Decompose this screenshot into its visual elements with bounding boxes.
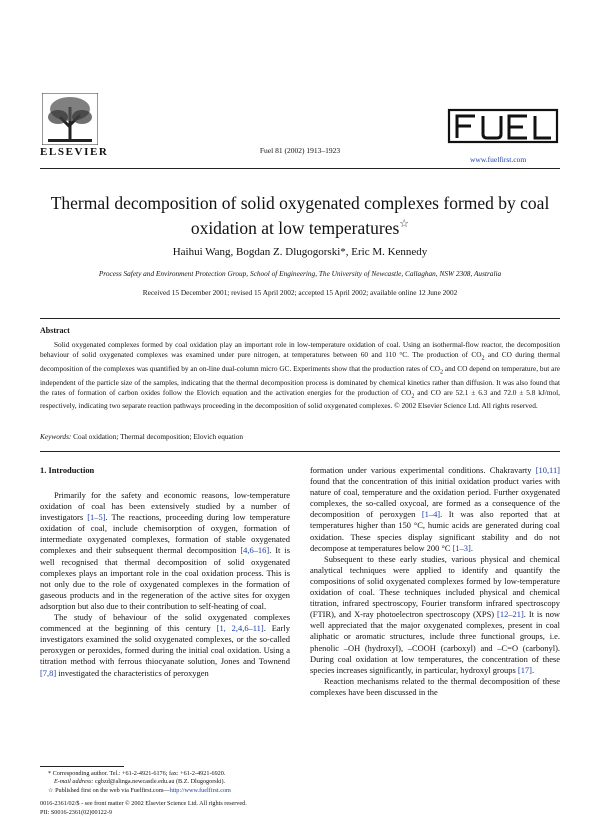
abstract-text: Solid oxygenated complexes formed by coal oxidation play an important role in low-temperature oxidation of coal. Using an isothermal-flow reactor, the decomposition behaviour of solid oxygenated complexes was examined under pure nitrogen, at temperatures between 60 and 110 °C. The production of $CO_2$ and CO during thermal decomposition of the complexes was quantified by an on-line dual-column micro GC. Experiments show that the production rates of $CO_2$ and CO depend on temperature, but are independent of the particle size of the samples, indicating that the thermal decomposition process is dominated by chemical kinetics rather than diffusion. It was also found that the rates of formation of carbon oxides follow the Elovich equation and the activation energies for the production of $CO_2$ and CO are 52.1 ± 6.3 and 72.0 ± 5.8 kJ/mol, respectively, indicating two separate reaction pathways proceeding in the decomposition of solid oxygenated complexes. © 2002 Elsevier Science Ltd. All rights reserved. [40, 340, 560, 411]
published-note: ☆ Published first on the web via Fuelfirst.com—http://www.fuelfirst.com [48, 786, 231, 794]
paragraph: Primarily for the safety and economic reasons, low-temperature oxidation of coal has been extensively studied by a number of investigators [1–5]. The reactions, proceeding during low temperature oxidation of coal, include chemisorption of oxygen, formation of intermediate oxygenated complexes, formation of stable oxygenated complexes and their subsequent thermal decomposition [4,6–16]. It is well recognised that thermal decomposition of solid oxygenated complexes plays an important role in the coal oxidation process. This is not only due to the role of oxygenated complexes in the formation of gaseous products and in the regeneration of the active sites for oxygen adsorption but also due to their contribution to self-heating of coal. [40, 490, 290, 611]
publisher-name: ELSEVIER [40, 146, 109, 158]
article-title: Thermal decomposition of solid oxygenated complexes formed by coal oxidation at low temperatures☆ [50, 193, 550, 238]
elsevier-tree-logo [42, 93, 98, 145]
journal-citation: Fuel 81 (2002) 1913–1923 [259, 146, 341, 155]
citation-link[interactable]: [7,8] [40, 667, 57, 678]
paragraph: formation under various experimental conditions. Chakravarty [10,11] found that the concentration of this initial oxidation product varies with nature of coal, temperature and the oxidation period. Further oxygenated complexes, the so-called oxycoal, are formed as a consequence of the decomposition of peroxygen [1–4]. It was also reported that at temperatures higher than 150 °C, humic acids are generated during coal oxidation. These species display significant stability and do not decompose at temperatures below 200 °C [1–3]. [310, 465, 560, 553]
right-column [310, 465, 560, 698]
header-rule [40, 168, 560, 169]
citation-link[interactable]: [10,11] [535, 465, 560, 475]
keywords-rule [40, 451, 560, 452]
citation-link[interactable]: [17] [517, 664, 532, 675]
citation-link[interactable]: [1–5] [87, 512, 106, 523]
citation-link[interactable]: [1–4] [421, 509, 441, 520]
corresponding-author-note: * Corresponding author. Tel.: +61-2-4921-6176; fax: +61-2-4921-6920. [48, 770, 226, 777]
abstract-heading: Abstract [40, 326, 70, 335]
front-matter-line: 0016-2361/02/$ - see front matter © 2002 Elsevier Science Ltd. All rights reserved. [40, 800, 247, 807]
citation-link[interactable]: [12–21] [497, 609, 524, 620]
keywords [40, 432, 243, 441]
keywords-label: Keywords: [40, 432, 72, 441]
left-column [40, 490, 290, 679]
email-note: E-mail address: cgbzd@alinga.newcastle.edu.au (B.Z. Dlugogorski). [54, 778, 226, 786]
journal-url-link[interactable]: www.fuelfirst.com [470, 155, 527, 164]
paragraph: The study of behaviour of the solid oxygenated complexes commenced at the beginning of this century [1, 2,4,6–11]. Early investigators examined the solid oxygenated complexes, or the so-called peroxygen or peroxides, formed during the initial coal oxidation. Using a titration method with ferrous thiocyanate solution, Jones and Townend [7,8] investigated the characteristics of peroxygen [40, 612, 290, 678]
affiliation: Process Safety and Environment Protection Group, School of Engineering, The University of Newcastle, Callaghan, NSW 2308, Australia [98, 269, 502, 278]
citation-link[interactable]: [1, 2,4,6–11] [216, 623, 264, 634]
section-rule [40, 318, 560, 319]
citation-link[interactable]: [1–3] [452, 542, 471, 553]
article-history: Received 15 December 2001; revised 15 April 2002; accepted 15 April 2002; available online 12 June 2002 [142, 288, 458, 297]
fuelfirst-link[interactable]: http://www.fuelfirst.com [169, 786, 231, 794]
title-footnote-mark[interactable]: ☆ [399, 218, 410, 230]
paragraph: Reaction mechanisms related to the thermal decomposition of these complexes have been discussed in the [310, 675, 560, 697]
issn-info [40, 800, 440, 817]
keywords-list: Coal oxidation; Thermal decomposition; Elovich equation [71, 432, 244, 441]
paragraph: Subsequent to these early studies, various physical and chemical analytical techniques were applied to identify and quantify the compositions of solid oxygenated complexes formed by low-temperature oxidation of coal. These techniques included physical and chemical titration, infrared spectroscopy, Fourier transform infrared spectroscopy (FTIR), and X-ray photoelectron spectroscopy (XPS) [12–21]. It is now well appreciated that the major oxygenated complexes, present in coal aliphatic or aromatic structures, include three functional groups, i.e. phenolic –OH (hydroxyl), –COOH (carboxyl) and –C=O (carbonyl). During coal oxidation at low temperatures, the concentration of these species increases significantly, in particular, hydroxyl groups [17]. [310, 553, 560, 675]
footnote-rule [40, 766, 124, 767]
fuel-journal-logo [447, 108, 559, 144]
footnotes [40, 770, 300, 795]
citation-link[interactable]: [4,6–16] [240, 545, 270, 556]
pii-line: PII: S0016-2361(02)00122-9 [40, 808, 113, 816]
section-heading-introduction: 1. Introduction [40, 465, 95, 475]
author-list: Haihui Wang, Bogdan Z. Dlugogorski*, Eric M. Kennedy [172, 246, 428, 258]
